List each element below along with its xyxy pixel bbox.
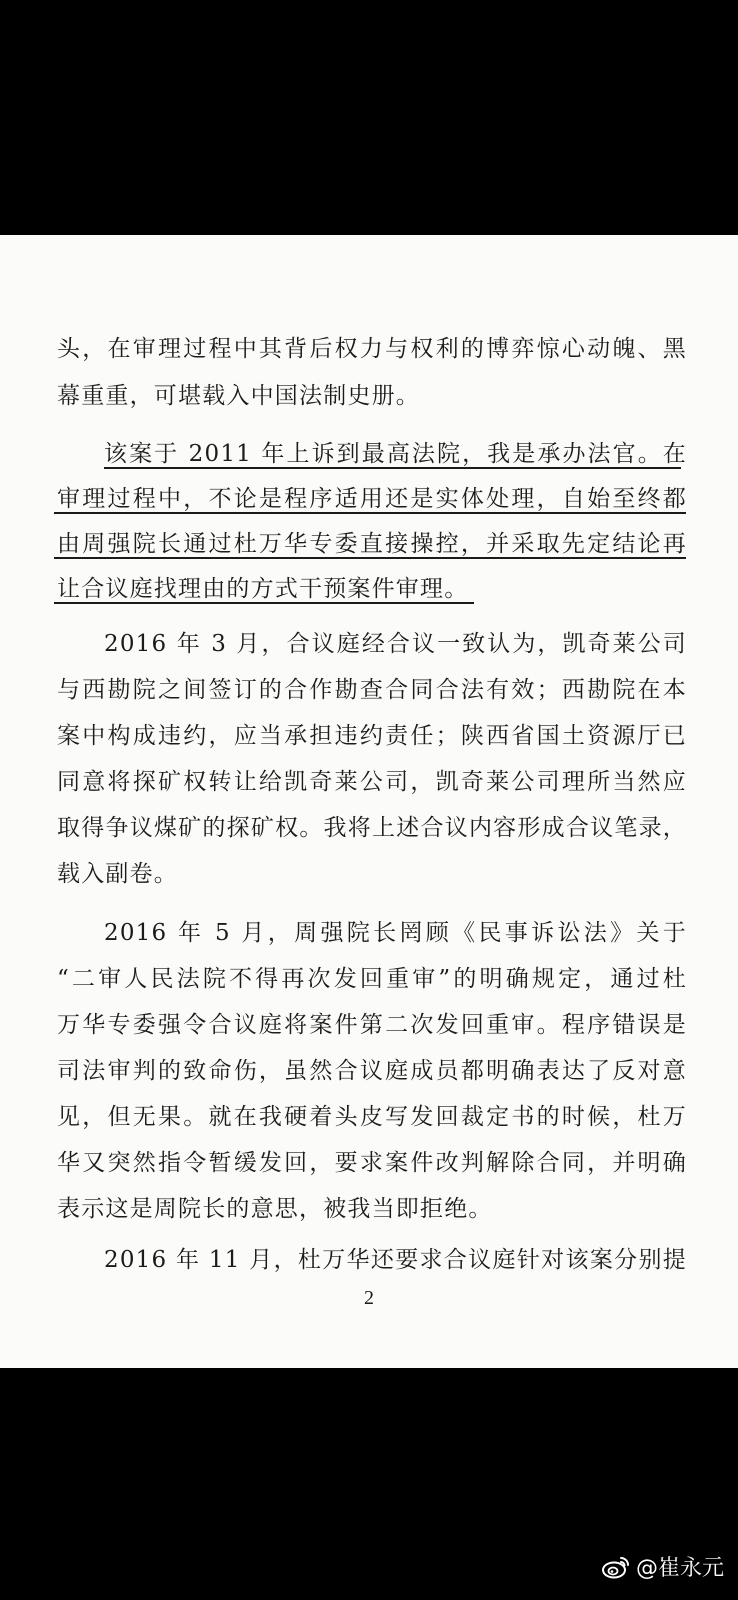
text-line: “二审人民法院不得再次发回重审”的明确规定，通过杜	[57, 966, 687, 992]
text-line: 2016 年 5 月，周强院长罔顾《民事诉讼法》关于	[104, 920, 687, 946]
text-line: 审理过程中，不论是程序适用还是实体处理，自始至终都	[57, 486, 687, 512]
text-line: 头，在审理过程中其背后权力与权利的博弈惊心动魄、黑	[57, 336, 687, 362]
page-number: 2	[364, 1287, 374, 1309]
underline	[54, 602, 474, 604]
text-line: 与西勘院之间签订的合作勘查合同合法有效；西勘院在本	[57, 677, 687, 703]
text-line: 取得争议煤矿的探矿权。我将上述合议内容形成合议笔录，	[57, 815, 687, 841]
text-line: 表示这是周院长的意思，被我当即拒绝。	[57, 1196, 493, 1222]
text-line: 案中构成违约，应当承担违约责任；陕西省国土资源厅已	[57, 723, 687, 749]
text-line: 万华专委强令合议庭将案件第二次发回重审。程序错误是	[57, 1012, 687, 1038]
document-page	[0, 235, 738, 1368]
text-line: 见，但无果。就在我硬着头皮写发回裁定书的时候，杜万	[57, 1104, 687, 1130]
text-line: 载入副卷。	[57, 861, 178, 887]
underline	[104, 467, 681, 469]
underline	[54, 557, 686, 559]
text-line: 同意将探矿权转让给凯奇莱公司，凯奇莱公司理所当然应	[57, 769, 687, 795]
weibo-icon	[602, 1555, 630, 1579]
text-line: 由周强院长通过杜万华专委直接操控，并采取先定结论再	[57, 531, 687, 557]
text-line: 该案于 2011 年上诉到最高法院，我是承办法官。在	[104, 441, 687, 467]
text-line: 2016 年 11 月，杜万华还要求合议庭针对该案分别提	[104, 1247, 687, 1273]
text-line: 让合议庭找理由的方式干预案件审理。	[57, 576, 469, 602]
text-line: 2016 年 3 月，合议庭经合议一致认为，凯奇莱公司	[104, 631, 687, 657]
weibo-watermark	[602, 1551, 724, 1582]
text-line: 司法审判的致命伤，虽然合议庭成员都明确表达了反对意	[57, 1058, 687, 1084]
text-line: 华又突然指令暂缓发回，要求案件改判解除合同，并明确	[57, 1150, 687, 1176]
text-line: 幕重重，可堪载入中国法制史册。	[57, 383, 420, 409]
underline	[54, 512, 686, 514]
watermark-handle: @崔永元	[635, 1556, 724, 1581]
